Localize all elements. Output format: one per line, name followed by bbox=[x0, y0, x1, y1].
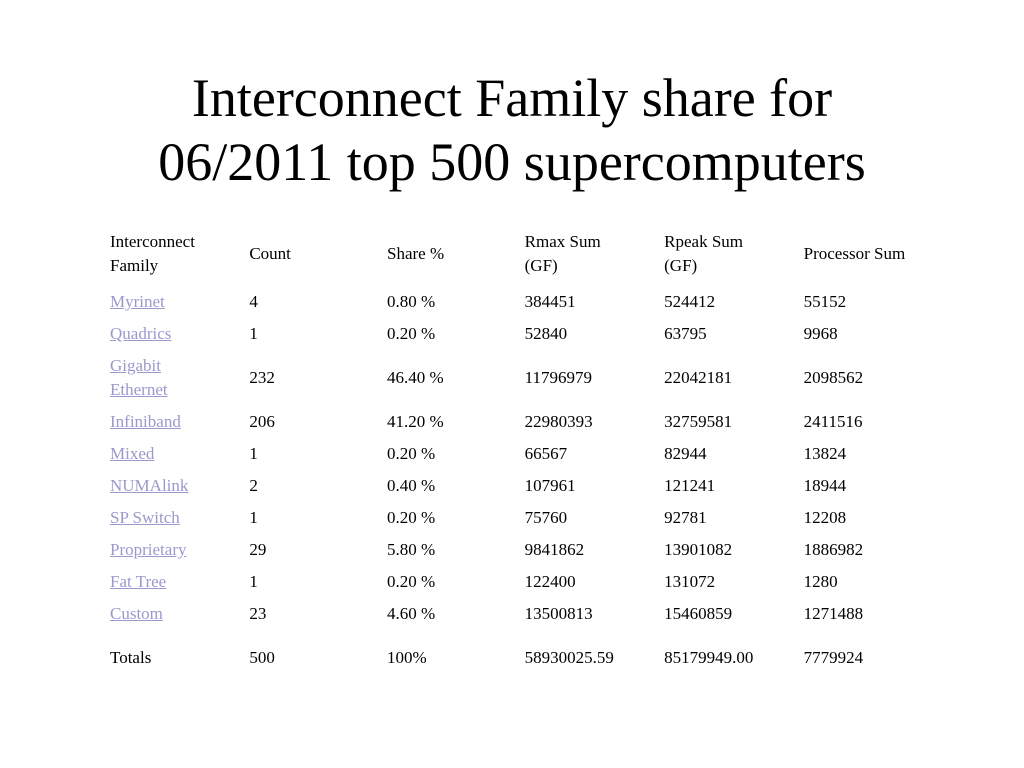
share-cell: 0.20 % bbox=[387, 324, 436, 343]
totals-share: 100% bbox=[387, 648, 427, 667]
totals-rmax: 58930025.59 bbox=[524, 648, 614, 667]
header-share: Share % bbox=[387, 244, 445, 263]
processor-cell: 12208 bbox=[803, 508, 847, 527]
family-link-mixed[interactable]: Mixed bbox=[110, 444, 155, 463]
rmax-cell: 11796979 bbox=[524, 368, 593, 387]
table-row bbox=[104, 534, 944, 566]
rmax-cell: 75760 bbox=[524, 508, 568, 527]
processor-cell: 1886982 bbox=[803, 540, 864, 559]
table-row bbox=[104, 318, 944, 350]
slide-title-line2: 06/2011 top 500 supercomputers bbox=[158, 132, 866, 192]
rmax-cell: 384451 bbox=[524, 292, 576, 311]
rmax-cell: 66567 bbox=[524, 444, 568, 463]
family-link-gigabit-line1: Gigabit bbox=[110, 356, 161, 375]
table-row bbox=[104, 438, 944, 470]
table-row bbox=[104, 598, 944, 630]
header-processor-sum: Processor Sum bbox=[803, 244, 906, 263]
slide-title-line1: Interconnect Family share for bbox=[191, 68, 833, 128]
family-cell bbox=[104, 566, 243, 598]
family-link-gigabit-ethernet[interactable] bbox=[110, 356, 168, 399]
header-rpeak-sum bbox=[658, 222, 798, 286]
family-cell bbox=[104, 438, 243, 470]
share-cell: 0.20 % bbox=[387, 444, 436, 463]
family-cell bbox=[104, 502, 243, 534]
totals-processor: 7779924 bbox=[803, 648, 864, 667]
count-cell: 232 bbox=[249, 368, 275, 387]
interconnect-share-table bbox=[104, 222, 944, 674]
processor-cell: 2098562 bbox=[803, 368, 864, 387]
family-link-infiniband[interactable]: Infiniband bbox=[110, 412, 181, 431]
rpeak-cell: 15460859 bbox=[664, 604, 733, 623]
share-cell: 5.80 % bbox=[387, 540, 436, 559]
count-cell: 1 bbox=[249, 572, 258, 591]
header-family-line1: Interconnect bbox=[110, 232, 195, 251]
table-row bbox=[104, 502, 944, 534]
header-count: Count bbox=[249, 244, 291, 263]
count-cell: 206 bbox=[249, 412, 275, 431]
count-cell: 1 bbox=[249, 324, 258, 343]
count-cell: 29 bbox=[249, 540, 267, 559]
totals-label: Totals bbox=[110, 648, 152, 667]
header-interconnect-family bbox=[104, 222, 243, 286]
processor-cell: 18944 bbox=[803, 476, 847, 495]
family-link-quadrics[interactable]: Quadrics bbox=[110, 324, 172, 343]
header-rpeak-line1: Rpeak Sum bbox=[664, 232, 743, 251]
family-link-sp-switch[interactable]: SP Switch bbox=[110, 508, 180, 527]
rmax-cell: 107961 bbox=[524, 476, 576, 495]
table-row bbox=[104, 406, 944, 438]
rpeak-cell: 32759581 bbox=[664, 412, 733, 431]
processor-cell: 2411516 bbox=[803, 412, 863, 431]
rmax-cell: 13500813 bbox=[524, 604, 593, 623]
header-rmax-line1: Rmax Sum bbox=[524, 232, 601, 251]
share-cell: 46.40 % bbox=[387, 368, 444, 387]
family-link-myrinet[interactable]: Myrinet bbox=[110, 292, 165, 311]
family-link-fat-tree[interactable]: Fat Tree bbox=[110, 572, 167, 591]
rmax-cell: 22980393 bbox=[524, 412, 593, 431]
share-cell: 0.20 % bbox=[387, 508, 436, 527]
processor-cell: 1280 bbox=[803, 572, 838, 591]
rmax-cell: 9841862 bbox=[524, 540, 585, 559]
rpeak-cell: 524412 bbox=[664, 292, 716, 311]
processor-cell: 13824 bbox=[803, 444, 847, 463]
table-header-row bbox=[104, 222, 944, 286]
family-link-custom[interactable]: Custom bbox=[110, 604, 163, 623]
table-row bbox=[104, 470, 944, 502]
slide-title bbox=[0, 66, 1024, 194]
table-row bbox=[104, 566, 944, 598]
share-cell: 0.40 % bbox=[387, 476, 436, 495]
family-cell bbox=[104, 470, 243, 502]
processor-cell: 9968 bbox=[803, 324, 838, 343]
rpeak-cell: 131072 bbox=[664, 572, 716, 591]
table-row bbox=[104, 286, 944, 318]
totals-rpeak: 85179949.00 bbox=[664, 648, 754, 667]
totals-row bbox=[104, 630, 944, 674]
family-cell bbox=[104, 534, 243, 566]
family-cell bbox=[104, 286, 243, 318]
count-cell: 2 bbox=[249, 476, 258, 495]
header-family-line2: Family bbox=[110, 256, 159, 275]
count-cell: 1 bbox=[249, 508, 258, 527]
rpeak-cell: 13901082 bbox=[664, 540, 733, 559]
rmax-cell: 52840 bbox=[524, 324, 568, 343]
rpeak-cell: 82944 bbox=[664, 444, 707, 463]
share-cell: 0.20 % bbox=[387, 572, 436, 591]
totals-count: 500 bbox=[249, 648, 275, 667]
header-rmax-line2: (GF) bbox=[524, 256, 558, 275]
header-rpeak-line2: (GF) bbox=[664, 256, 698, 275]
share-cell: 4.60 % bbox=[387, 604, 436, 623]
family-link-gigabit-line2: Ethernet bbox=[110, 380, 168, 399]
processor-cell: 55152 bbox=[803, 292, 847, 311]
rpeak-cell: 121241 bbox=[664, 476, 716, 495]
header-rmax-sum bbox=[519, 222, 659, 286]
family-cell bbox=[104, 598, 243, 630]
share-cell: 41.20 % bbox=[387, 412, 444, 431]
rmax-cell: 122400 bbox=[524, 572, 576, 591]
family-cell bbox=[104, 350, 243, 406]
table-row bbox=[104, 350, 944, 406]
family-cell bbox=[104, 318, 243, 350]
count-cell: 4 bbox=[249, 292, 258, 311]
share-cell: 0.80 % bbox=[387, 292, 436, 311]
count-cell: 23 bbox=[249, 604, 267, 623]
family-link-proprietary[interactable]: Proprietary bbox=[110, 540, 187, 559]
rpeak-cell: 92781 bbox=[664, 508, 707, 527]
count-cell: 1 bbox=[249, 444, 258, 463]
rpeak-cell: 63795 bbox=[664, 324, 707, 343]
rpeak-cell: 22042181 bbox=[664, 368, 733, 387]
family-cell bbox=[104, 406, 243, 438]
processor-cell: 1271488 bbox=[803, 604, 864, 623]
family-link-numalink[interactable]: NUMAlink bbox=[110, 476, 189, 495]
